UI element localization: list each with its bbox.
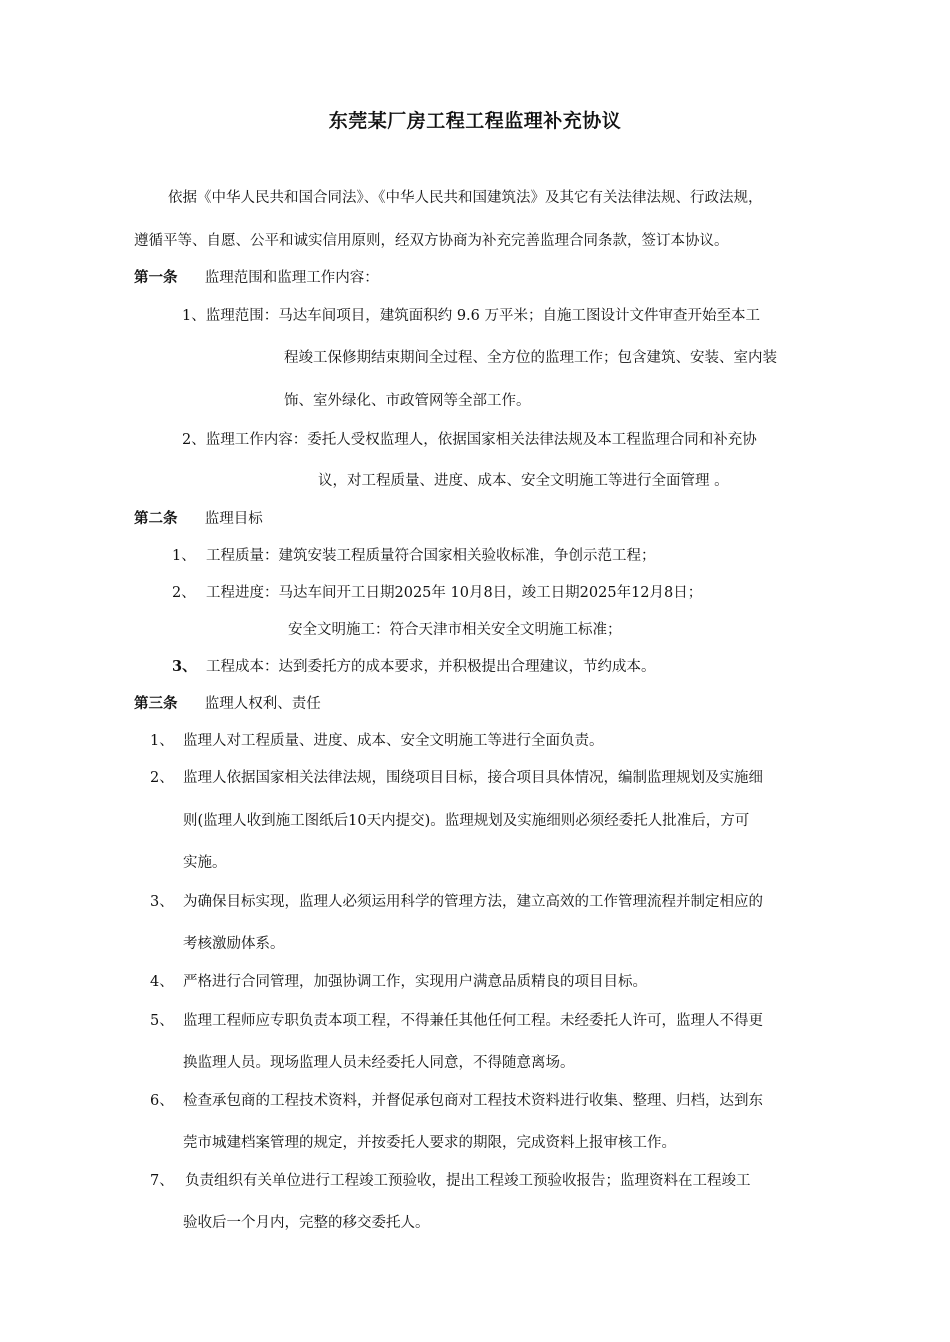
article-3-item-2-num: 2、: [150, 770, 174, 786]
article-2-item-safety-text: 安全文明施工：符合天津市相关安全文明施工标准；: [288, 622, 622, 638]
article-2-heading: [134, 509, 263, 529]
article-1-item-1-line-3: 饰、室外绿化、市政管网等全部工作。: [284, 393, 531, 409]
article-3-item-6-num: 6、: [150, 1093, 174, 1109]
article-2-item-2-num: 2、: [172, 585, 196, 601]
article-3-item-1-num: 1、: [150, 733, 174, 749]
article-3-item-7-num: 7、: [150, 1173, 174, 1189]
article-3-item-7-line-1: 负责组织有关单位进行工程竣工预验收，提出工程竣工预验收报告；监理资料在工程竣工: [185, 1173, 751, 1189]
article-3-item-3-line-1: 为确保目标实现，监理人必须运用科学的管理方法，建立高效的工作管理流程并制定相应的: [183, 894, 763, 910]
article-1-item-2-line-1: 2、监理工作内容：委托人受权监理人，依据国家相关法律法规及本工程监理合同和补充协: [182, 432, 757, 448]
article-3-item-5-num: 5、: [150, 1013, 174, 1029]
article-1-item-1-line-1: 1、监理范围：马达车间项目，建筑面积约 9.6 万平米；自施工图设计文件审查开始至本工: [182, 308, 760, 324]
document-title: 东莞某厂房工程工程监理补充协议: [328, 110, 622, 132]
article-3-heading: [134, 694, 321, 714]
article-3-item-7-line-2: 验收后一个月内，完整的移交委托人。: [183, 1215, 430, 1231]
preamble-line-1: 依据《中华人民共和国合同法》、《中华人民共和国建筑法》及其它有关法律法规、行政法规，: [168, 190, 763, 206]
article-3-item-2-line-3: 实施。: [183, 855, 227, 871]
article-3-title: 监理人权利、责任: [204, 696, 321, 712]
article-3-item-2-line-2: 则(监理人收到施工图纸后10天内提交)。监理规划及实施细则必须经委托人批准后，方可: [183, 813, 750, 829]
article-3-item-2-line-1: 监理人依据国家相关法律法规，围绕项目目标，接合项目具体情况，编制监理规划及实施细: [183, 770, 763, 786]
article-2-item-1-num: 1、: [172, 548, 196, 564]
article-1-item-2-line-2: 议，对工程质量、进度、成本、安全文明施工等进行全面管理 。: [318, 473, 729, 489]
article-1-title: 监理范围和监理工作内容：: [204, 270, 379, 286]
article-3-item-5-line-1: 监理工程师应专职负责本项工程，不得兼任其他任何工程。未经委托人许可，监理人不得更: [183, 1013, 763, 1029]
article-3-item-5-line-2: 换监理人员。现场监理人员未经委托人同意，不得随意离场。: [183, 1055, 575, 1071]
article-2-item-2-text: 工程进度：马达车间开工日期2025年 10月8日，竣工日期2025年12月8日；: [206, 585, 703, 601]
article-3-item-4-line-1: 严格进行合同管理，加强协调工作，实现用户满意品质精良的项目目标。: [183, 974, 647, 990]
article-3-item-3-line-2: 考核激励体系。: [183, 936, 285, 952]
article-3-item-3-num: 3、: [150, 894, 174, 910]
article-2-item-1-text: 工程质量：建筑安装工程质量符合国家相关验收标准，争创示范工程；: [206, 548, 656, 564]
article-3-label: 第三条: [134, 696, 178, 712]
article-3-item-4-num: 4、: [150, 974, 174, 990]
article-1-heading: [134, 268, 379, 288]
article-3-item-6-line-2: 莞市城建档案管理的规定，并按委托人要求的期限，完成资料上报审核工作。: [183, 1135, 676, 1151]
article-1-item-1-line-2: 程竣工保修期结束期间全过程、全方位的监理工作；包含建筑、安装、室内装: [284, 350, 777, 366]
article-2-label: 第二条: [134, 511, 178, 527]
article-3-item-6-line-1: 检查承包商的工程技术资料，并督促承包商对工程技术资料进行收集、整理、归档，达到东: [183, 1093, 763, 1109]
article-2-item-3-text: 工程成本：达到委托方的成本要求，并积极提出合理建议，节约成本。: [206, 659, 656, 675]
article-3-item-1-line-1: 监理人对工程质量、进度、成本、安全文明施工等进行全面负责。: [183, 733, 604, 749]
article-2-title: 监理目标: [204, 511, 263, 527]
preamble-line-2: 遵循平等、自愿、公平和诚实信用原则，经双方协商为补充完善监理合同条款，签订本协议。: [134, 233, 729, 249]
article-1-label: 第一条: [134, 270, 178, 286]
article-2-item-3-num: 3、: [172, 658, 197, 675]
